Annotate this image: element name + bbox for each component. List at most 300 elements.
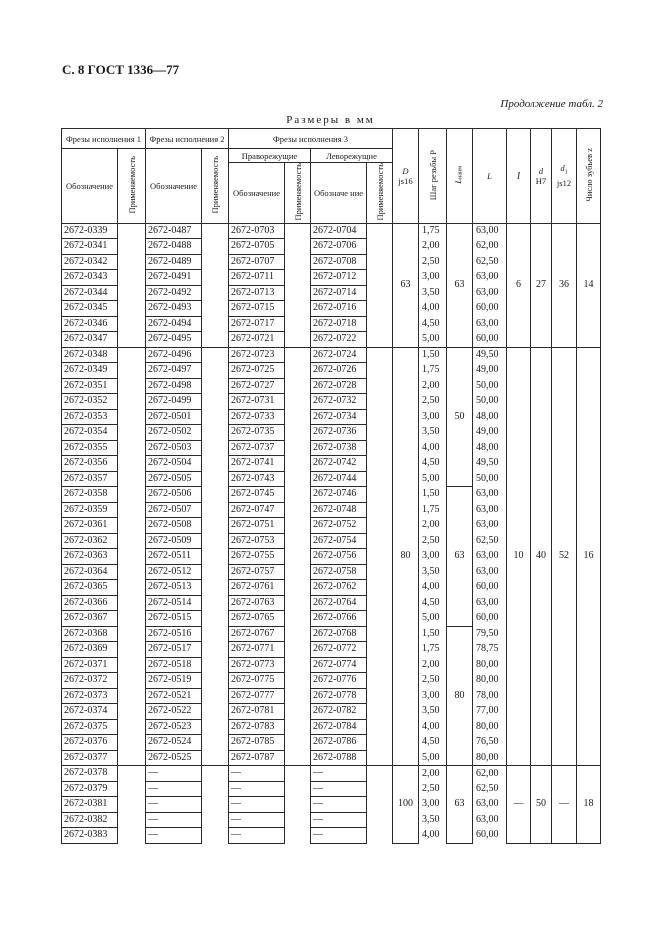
applicability-3-left [367, 456, 393, 472]
designation-2: 2672-0494 [146, 316, 202, 332]
thread-pitch: 3,00 [419, 409, 447, 425]
applicability-3-left [367, 518, 393, 534]
applicability-2 [202, 564, 229, 580]
designation-3-left: 2672-0768 [311, 626, 367, 642]
length-L: 62,50 [473, 254, 507, 270]
designation-3-left: 2672-0716 [311, 301, 367, 317]
applicability-1 [118, 347, 146, 363]
length-L: 49,50 [473, 347, 507, 363]
applicability-3-right [285, 766, 311, 782]
diameter-D: 63 [393, 223, 419, 347]
applicability-3-left [367, 673, 393, 689]
applicability-2 [202, 797, 229, 813]
length-L: 78,00 [473, 688, 507, 704]
applicability-3-right [285, 719, 311, 735]
designation-2: 2672-0502 [146, 425, 202, 441]
header-group-3: Фрезы исполнения 3 [229, 129, 393, 149]
length-l: 6 [507, 223, 531, 347]
applicability-2 [202, 518, 229, 534]
designation-1: 2672-0375 [62, 719, 118, 735]
designation-2: 2672-0507 [146, 502, 202, 518]
designation-2: 2672-0499 [146, 394, 202, 410]
applicability-3-right [285, 347, 311, 363]
applicability-1 [118, 409, 146, 425]
applicability-2 [202, 704, 229, 720]
bore-d: 40 [531, 347, 552, 766]
designation-3-right: 2672-0765 [229, 611, 285, 627]
designation-3-left: 2672-0742 [311, 456, 367, 472]
applicability-3-left [367, 363, 393, 379]
applicability-2 [202, 425, 229, 441]
thread-pitch: 4,50 [419, 456, 447, 472]
applicability-1 [118, 657, 146, 673]
applicability-1 [118, 781, 146, 797]
designation-1: 2672-0349 [62, 363, 118, 379]
applicability-3-right [285, 828, 311, 844]
designation-3-right: 2672-0757 [229, 564, 285, 580]
thread-pitch: 1,50 [419, 347, 447, 363]
designation-2: — [146, 766, 202, 782]
designation-1: 2672-0365 [62, 580, 118, 596]
header-L: L [473, 129, 507, 224]
designation-2: 2672-0524 [146, 735, 202, 751]
header-L-small: $L_{наим}$ [447, 129, 473, 224]
length-L: 63,00 [473, 518, 507, 534]
thread-pitch: 2,00 [419, 378, 447, 394]
length-L: 63,00 [473, 487, 507, 503]
designation-1: 2672-0378 [62, 766, 118, 782]
designation-2: 2672-0487 [146, 223, 202, 239]
bore-d: 50 [531, 766, 552, 844]
designation-2: — [146, 797, 202, 813]
applicability-3-left [367, 502, 393, 518]
applicability-2 [202, 735, 229, 751]
units-caption: Размеры в мм [286, 114, 375, 126]
diameter-d1: 36 [552, 223, 577, 347]
applicability-3-right [285, 471, 311, 487]
designation-1: 2672-0355 [62, 440, 118, 456]
designation-2: 2672-0497 [146, 363, 202, 379]
designation-1: 2672-0345 [62, 301, 118, 317]
applicability-3-left [367, 688, 393, 704]
designation-3-left: 2672-0732 [311, 394, 367, 410]
designation-3-left: 2672-0754 [311, 533, 367, 549]
applicability-1 [118, 549, 146, 565]
designation-2: 2672-0503 [146, 440, 202, 456]
thread-pitch: 2,00 [419, 766, 447, 782]
designation-1: 2672-0346 [62, 316, 118, 332]
applicability-3-left [367, 270, 393, 286]
designation-1: 2672-0379 [62, 781, 118, 797]
designation-3-left: 2672-0712 [311, 270, 367, 286]
designation-3-right: 2672-0741 [229, 456, 285, 472]
designation-3-right: 2672-0775 [229, 673, 285, 689]
thread-pitch: 4,50 [419, 735, 447, 751]
designation-3-right: 2672-0725 [229, 363, 285, 379]
length-L: 62,50 [473, 781, 507, 797]
thread-pitch: 2,00 [419, 518, 447, 534]
length-L: 49,00 [473, 425, 507, 441]
applicability-2 [202, 332, 229, 348]
applicability-2 [202, 626, 229, 642]
applicability-2 [202, 595, 229, 611]
designation-1: 2672-0364 [62, 564, 118, 580]
designation-2: 2672-0501 [146, 409, 202, 425]
designation-2: 2672-0491 [146, 270, 202, 286]
applicability-1 [118, 378, 146, 394]
diameter-d1: 52 [552, 347, 577, 766]
applicability-2 [202, 239, 229, 255]
designation-2: — [146, 812, 202, 828]
designation-3-right: 2672-0747 [229, 502, 285, 518]
applicability-1 [118, 487, 146, 503]
applicability-1 [118, 595, 146, 611]
thread-pitch: 3,50 [419, 425, 447, 441]
applicability-3-right [285, 735, 311, 751]
applicability-1 [118, 812, 146, 828]
applicability-3-left [367, 471, 393, 487]
thread-pitch: 3,00 [419, 797, 447, 813]
designation-3-left: 2672-0752 [311, 518, 367, 534]
applicability-3-right [285, 704, 311, 720]
bore-d: 27 [531, 223, 552, 347]
length-L: 49,50 [473, 456, 507, 472]
designation-3-left: 2672-0772 [311, 642, 367, 658]
designation-3-left: 2672-0744 [311, 471, 367, 487]
designation-1: 2672-0369 [62, 642, 118, 658]
designation-3-right: 2672-0745 [229, 487, 285, 503]
designation-2: 2672-0505 [146, 471, 202, 487]
applicability-3-right [285, 642, 311, 658]
thread-pitch: 4,00 [419, 719, 447, 735]
designation-3-right: 2672-0703 [229, 223, 285, 239]
length-L: 63,00 [473, 549, 507, 565]
designation-3-left: 2672-0722 [311, 332, 367, 348]
designation-3-right: 2672-0767 [229, 626, 285, 642]
thread-pitch: 4,50 [419, 316, 447, 332]
length-L-min: 63 [447, 766, 473, 844]
header-designation-2: Обозначение [146, 149, 202, 224]
thread-pitch: 1,75 [419, 642, 447, 658]
applicability-2 [202, 688, 229, 704]
applicability-1 [118, 673, 146, 689]
designation-1: 2672-0374 [62, 704, 118, 720]
applicability-1 [118, 580, 146, 596]
header-D: D js16 [393, 129, 419, 224]
applicability-1 [118, 316, 146, 332]
applicability-3-left [367, 611, 393, 627]
designation-3-right: 2672-0735 [229, 425, 285, 441]
designation-2: 2672-0504 [146, 456, 202, 472]
designation-3-left: — [311, 828, 367, 844]
length-L: 63,00 [473, 797, 507, 813]
designation-3-left: 2672-0736 [311, 425, 367, 441]
designation-1: 2672-0368 [62, 626, 118, 642]
thread-pitch: 2,50 [419, 673, 447, 689]
applicability-1 [118, 719, 146, 735]
header-designation-3l: Обозначе ние [311, 163, 367, 224]
applicability-1 [118, 533, 146, 549]
designation-3-left: 2672-0708 [311, 254, 367, 270]
designation-3-left: 2672-0724 [311, 347, 367, 363]
designation-1: 2672-0357 [62, 471, 118, 487]
designation-1: 2672-0344 [62, 285, 118, 301]
designation-1: 2672-0342 [62, 254, 118, 270]
header-group-2: Фрезы исполнения 2 [146, 129, 229, 149]
designation-3-right: 2672-0785 [229, 735, 285, 751]
length-L: 62,00 [473, 766, 507, 782]
length-L: 60,00 [473, 828, 507, 844]
applicability-2 [202, 378, 229, 394]
thread-pitch: 3,50 [419, 812, 447, 828]
designation-3-right: — [229, 812, 285, 828]
teeth-count-z: 14 [577, 223, 601, 347]
applicability-1 [118, 363, 146, 379]
applicability-1 [118, 239, 146, 255]
thread-pitch: 3,50 [419, 564, 447, 580]
length-L: 50,00 [473, 394, 507, 410]
applicability-3-left [367, 223, 393, 239]
thread-pitch: 5,00 [419, 750, 447, 766]
applicability-3-left [367, 378, 393, 394]
designation-2: 2672-0525 [146, 750, 202, 766]
table-row [62, 766, 601, 782]
designation-2: 2672-0492 [146, 285, 202, 301]
thread-pitch: 2,50 [419, 781, 447, 797]
applicability-3-left [367, 595, 393, 611]
designation-1: 2672-0363 [62, 549, 118, 565]
applicability-3-right [285, 316, 311, 332]
applicability-3-left [367, 719, 393, 735]
designation-3-left: 2672-0748 [311, 502, 367, 518]
designation-3-left: 2672-0782 [311, 704, 367, 720]
designation-2: 2672-0506 [146, 487, 202, 503]
length-l: 10 [507, 347, 531, 766]
designation-3-left: — [311, 797, 367, 813]
designation-2: 2672-0493 [146, 301, 202, 317]
designation-3-left: 2672-0784 [311, 719, 367, 735]
applicability-2 [202, 223, 229, 239]
applicability-1 [118, 626, 146, 642]
length-L: 49,00 [473, 363, 507, 379]
designation-1: 2672-0351 [62, 378, 118, 394]
applicability-1 [118, 425, 146, 441]
applicability-2 [202, 301, 229, 317]
applicability-3-left [367, 316, 393, 332]
applicability-3-right [285, 332, 311, 348]
table-header [62, 129, 601, 224]
teeth-count-z: 16 [577, 347, 601, 766]
length-L: 77,00 [473, 704, 507, 720]
designation-3-right: 2672-0753 [229, 533, 285, 549]
applicability-3-right [285, 285, 311, 301]
designation-3-left: 2672-0706 [311, 239, 367, 255]
thread-pitch: 1,75 [419, 502, 447, 518]
thread-pitch: 3,00 [419, 688, 447, 704]
designation-3-right: 2672-0743 [229, 471, 285, 487]
designation-3-left: — [311, 766, 367, 782]
applicability-2 [202, 254, 229, 270]
applicability-1 [118, 704, 146, 720]
table-row [62, 223, 601, 239]
applicability-2 [202, 440, 229, 456]
applicability-1 [118, 688, 146, 704]
designation-1: 2672-0383 [62, 828, 118, 844]
thread-pitch: 2,50 [419, 254, 447, 270]
thread-pitch: 4,00 [419, 301, 447, 317]
applicability-1 [118, 750, 146, 766]
applicability-2 [202, 719, 229, 735]
header-applicability-2: Применяемость [202, 149, 229, 224]
applicability-3-right [285, 440, 311, 456]
designation-3-left: 2672-0786 [311, 735, 367, 751]
designation-3-right: 2672-0761 [229, 580, 285, 596]
length-L: 50,00 [473, 378, 507, 394]
applicability-2 [202, 502, 229, 518]
length-L: 63,00 [473, 502, 507, 518]
designation-3-left: 2672-0734 [311, 409, 367, 425]
designation-3-left: 2672-0704 [311, 223, 367, 239]
designation-3-right: 2672-0731 [229, 394, 285, 410]
page-header: С. 8 ГОСТ 1336—77 [62, 62, 180, 77]
thread-pitch: 5,00 [419, 611, 447, 627]
length-L: 60,00 [473, 580, 507, 596]
applicability-3-left [367, 828, 393, 844]
length-L: 80,00 [473, 657, 507, 673]
length-L: 60,00 [473, 332, 507, 348]
thread-pitch: 2,00 [419, 657, 447, 673]
applicability-3-right [285, 781, 311, 797]
applicability-3-right [285, 673, 311, 689]
applicability-3-left [367, 781, 393, 797]
applicability-3-left [367, 409, 393, 425]
header-l: l [507, 129, 531, 224]
designation-3-right: 2672-0717 [229, 316, 285, 332]
applicability-3-right [285, 580, 311, 596]
length-L: 63,00 [473, 812, 507, 828]
thread-pitch: 3,00 [419, 549, 447, 565]
header-d: d H7 [531, 129, 552, 224]
applicability-3-right [285, 549, 311, 565]
applicability-1 [118, 394, 146, 410]
applicability-2 [202, 394, 229, 410]
applicability-2 [202, 642, 229, 658]
designation-3-right: 2672-0771 [229, 642, 285, 658]
designation-1: 2672-0339 [62, 223, 118, 239]
applicability-3-right [285, 270, 311, 286]
applicability-2 [202, 471, 229, 487]
header-d1: $d_1$ js12 [552, 129, 577, 224]
table-row [62, 347, 601, 363]
cutters-table [61, 128, 601, 844]
applicability-1 [118, 285, 146, 301]
applicability-2 [202, 347, 229, 363]
applicability-3-left [367, 704, 393, 720]
applicability-1 [118, 611, 146, 627]
applicability-2 [202, 766, 229, 782]
designation-3-left: — [311, 812, 367, 828]
header-z: Число зубьев z [577, 129, 601, 224]
applicability-3-right [285, 502, 311, 518]
designation-3-right: 2672-0773 [229, 657, 285, 673]
length-L: 63,00 [473, 270, 507, 286]
designation-3-right: 2672-0763 [229, 595, 285, 611]
designation-2: 2672-0515 [146, 611, 202, 627]
designation-1: 2672-0354 [62, 425, 118, 441]
applicability-3-left [367, 440, 393, 456]
designation-3-right: 2672-0715 [229, 301, 285, 317]
designation-3-right: 2672-0777 [229, 688, 285, 704]
applicability-3-right [285, 223, 311, 239]
table-body [62, 223, 601, 843]
designation-2: — [146, 781, 202, 797]
designation-3-left: 2672-0778 [311, 688, 367, 704]
applicability-3-left [367, 285, 393, 301]
applicability-1 [118, 471, 146, 487]
thread-pitch: 2,00 [419, 239, 447, 255]
applicability-3-right [285, 456, 311, 472]
applicability-3-right [285, 409, 311, 425]
designation-3-right: 2672-0723 [229, 347, 285, 363]
thread-pitch: 1,50 [419, 487, 447, 503]
applicability-3-left [367, 487, 393, 503]
applicability-3-left [367, 332, 393, 348]
designation-3-left: 2672-0714 [311, 285, 367, 301]
applicability-3-right [285, 487, 311, 503]
applicability-3-right [285, 595, 311, 611]
designation-2: 2672-0518 [146, 657, 202, 673]
thread-pitch: 5,00 [419, 471, 447, 487]
designation-3-right: 2672-0781 [229, 704, 285, 720]
length-l: — [507, 766, 531, 844]
designation-1: 2672-0356 [62, 456, 118, 472]
applicability-3-right [285, 378, 311, 394]
designation-1: 2672-0362 [62, 533, 118, 549]
length-L-min: 50 [447, 347, 473, 487]
applicability-3-right [285, 363, 311, 379]
length-L: 63,00 [473, 223, 507, 239]
applicability-2 [202, 316, 229, 332]
applicability-2 [202, 487, 229, 503]
designation-3-right: 2672-0711 [229, 270, 285, 286]
designation-2: 2672-0498 [146, 378, 202, 394]
header-group-1: Фрезы исполнения 1 [62, 129, 146, 149]
applicability-3-left [367, 254, 393, 270]
applicability-3-left [367, 394, 393, 410]
designation-1: 2672-0382 [62, 812, 118, 828]
designation-1: 2672-0377 [62, 750, 118, 766]
applicability-3-right [285, 657, 311, 673]
applicability-3-left [367, 347, 393, 363]
applicability-2 [202, 750, 229, 766]
applicability-1 [118, 828, 146, 844]
length-L: 60,00 [473, 611, 507, 627]
applicability-2 [202, 456, 229, 472]
designation-3-left: 2672-0758 [311, 564, 367, 580]
designation-1: 2672-0353 [62, 409, 118, 425]
thread-pitch: 3,50 [419, 704, 447, 720]
applicability-2 [202, 363, 229, 379]
diameter-D: 100 [393, 766, 419, 844]
header-applicability-1: Применяемость [118, 149, 146, 224]
applicability-3-right [285, 394, 311, 410]
length-L: 48,00 [473, 440, 507, 456]
thread-pitch: 2,50 [419, 394, 447, 410]
header-designation-3r: Обозначение [229, 163, 285, 224]
designation-3-right: 2672-0783 [229, 719, 285, 735]
thread-pitch: 4,00 [419, 580, 447, 596]
length-L: 80,00 [473, 719, 507, 735]
